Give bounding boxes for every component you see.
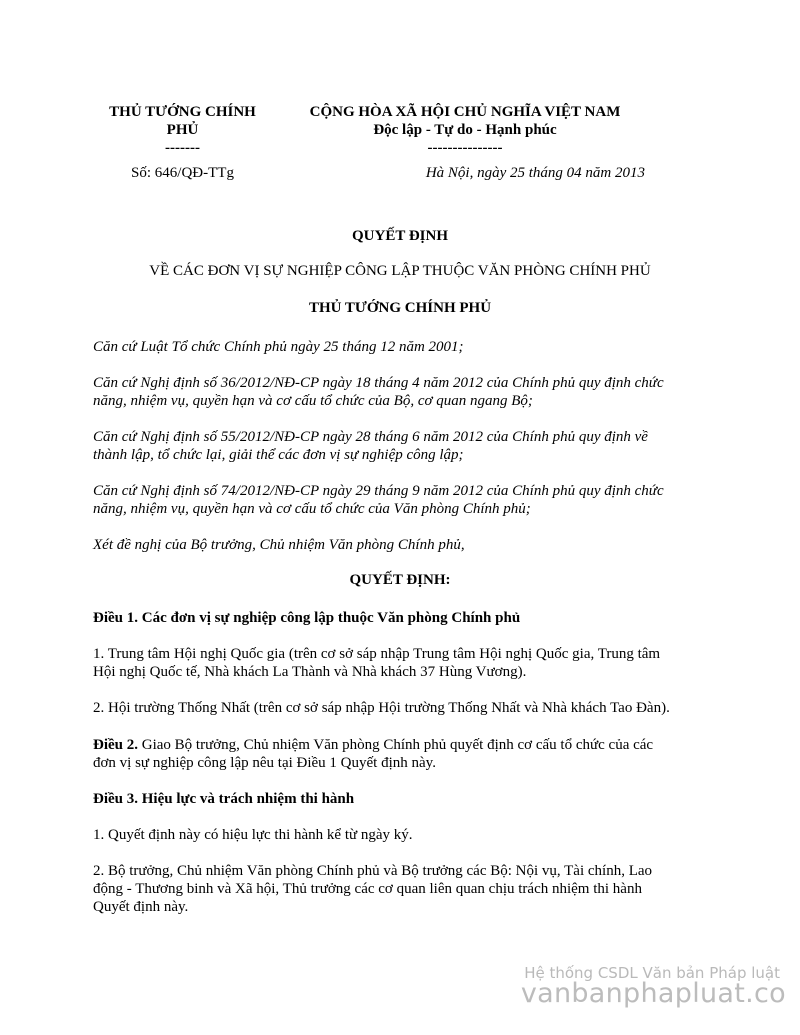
issuer-line2: PHỦ: [166, 122, 199, 138]
article-1-item-1-line1: 1. Trung tâm Hội nghị Quốc gia (trên cơ sở sáp nhập Trung tâm Hội nghị Quốc gia, Trung tâm: [93, 646, 661, 662]
preamble-2-line1: Căn cứ Nghị định số 36/2012/NĐ-CP ngày 18 tháng 4 năm 2012 của Chính phủ quy định chức: [93, 375, 664, 391]
article-2: [93, 736, 713, 772]
decision-heading: QUYẾT ĐỊNH:: [349, 572, 451, 588]
authority-heading: THỦ TƯỚNG CHÍNH PHỦ: [308, 300, 492, 316]
preamble-3-line2: thành lập, tổ chức lại, giải thể các đơn vị sự nghiệp công lập;: [93, 447, 464, 463]
preamble-3-line1: Căn cứ Nghị định số 55/2012/NĐ-CP ngày 28 tháng 6 năm 2012 của Chính phủ quy định về: [93, 429, 648, 445]
article-2-text: Giao Bộ trưởng, Chủ nhiệm Văn phòng Chính phủ quyết định cơ cấu tổ chức của các: [138, 737, 654, 753]
article-3-item-2-line2: động - Thương binh và Xã hội, Thủ trưởng các cơ quan liên quan chịu trách nhiệm thi hành: [93, 881, 642, 897]
article-3-heading: Điều 3. Hiệu lực và trách nhiệm thi hành: [93, 791, 355, 807]
preamble-2: [93, 374, 713, 410]
country-name: CỘNG HÒA XÃ HỘI CHỦ NGHĨA VIỆT NAM: [309, 104, 621, 120]
national-motto-block: [290, 103, 640, 157]
document-subtitle: VỀ CÁC ĐƠN VỊ SỰ NGHIỆP CÔNG LẬP THUỘC VĂN PHÒNG CHÍNH PHỦ: [149, 263, 651, 279]
motto: Độc lập - Tự do - Hạnh phúc: [373, 122, 557, 138]
watermark-line1: Hệ thống CSDL Văn bản Pháp luật: [524, 964, 780, 982]
preamble-4-line1: Căn cứ Nghị định số 74/2012/NĐ-CP ngày 29 tháng 9 năm 2012 của Chính phủ quy định chức: [93, 483, 664, 499]
preamble-4: [93, 482, 713, 518]
preamble-2-line2: năng, nhiệm vụ, quyền hạn và cơ cấu tổ chức của Bộ, cơ quan ngang Bộ;: [93, 393, 533, 409]
article-3-item-1: 1. Quyết định này có hiệu lực thi hành kể từ ngày ký.: [93, 827, 413, 843]
issuer-line1: THỦ TƯỚNG CHÍNH: [109, 104, 256, 120]
article-3-item-2-line1: 2. Bộ trưởng, Chủ nhiệm Văn phòng Chính phủ và Bộ trưởng các Bộ: Nội vụ, Tài chính, Lao: [93, 863, 653, 879]
issuer-block: [95, 103, 270, 157]
article-1-item-1-line2: Hội nghị Quốc tế, Nhà khách La Thành và Nhà khách 37 Hùng Vương).: [93, 664, 527, 680]
motto-divider: ---------------: [427, 140, 503, 156]
article-1-item-1: [93, 645, 713, 681]
preamble-3: [93, 428, 713, 464]
preamble-1: Căn cứ Luật Tổ chức Chính phủ ngày 25 tháng 12 năm 2001;: [93, 339, 464, 355]
article-3-item-2: [93, 862, 713, 916]
issue-date: [290, 165, 645, 182]
document-number: Số: 646/QĐ-TTg: [131, 165, 234, 181]
article-2-line2: đơn vị sự nghiệp công lập nêu tại Điều 1 Quyết định này.: [93, 755, 436, 771]
issue-date-text: Hà Nội, ngày 25 tháng 04 năm 2013: [425, 165, 645, 181]
watermark-site: vanbanphapluat.co: [520, 978, 786, 1009]
article-1-item-2: 2. Hội trường Thống Nhất (trên cơ sở sáp nhập Hội trường Thống Nhất và Nhà khách Tao Đàn).: [93, 700, 670, 716]
preamble-5: Xét đề nghị của Bộ trưởng, Chủ nhiệm Văn phòng Chính phủ,: [93, 537, 465, 553]
issuer-divider: -------: [165, 140, 200, 156]
article-2-label: Điều 2.: [93, 737, 138, 753]
preamble-4-line2: năng, nhiệm vụ, quyền hạn và cơ cấu tổ chức của Văn phòng Chính phủ;: [93, 501, 531, 517]
article-1-heading: Điều 1. Các đơn vị sự nghiệp công lập thuộc Văn phòng Chính phủ: [93, 610, 521, 626]
article-2-line1: [93, 736, 713, 754]
document-title: QUYẾT ĐỊNH: [352, 228, 448, 244]
article-3-item-2-line3: Quyết định này.: [93, 899, 189, 915]
